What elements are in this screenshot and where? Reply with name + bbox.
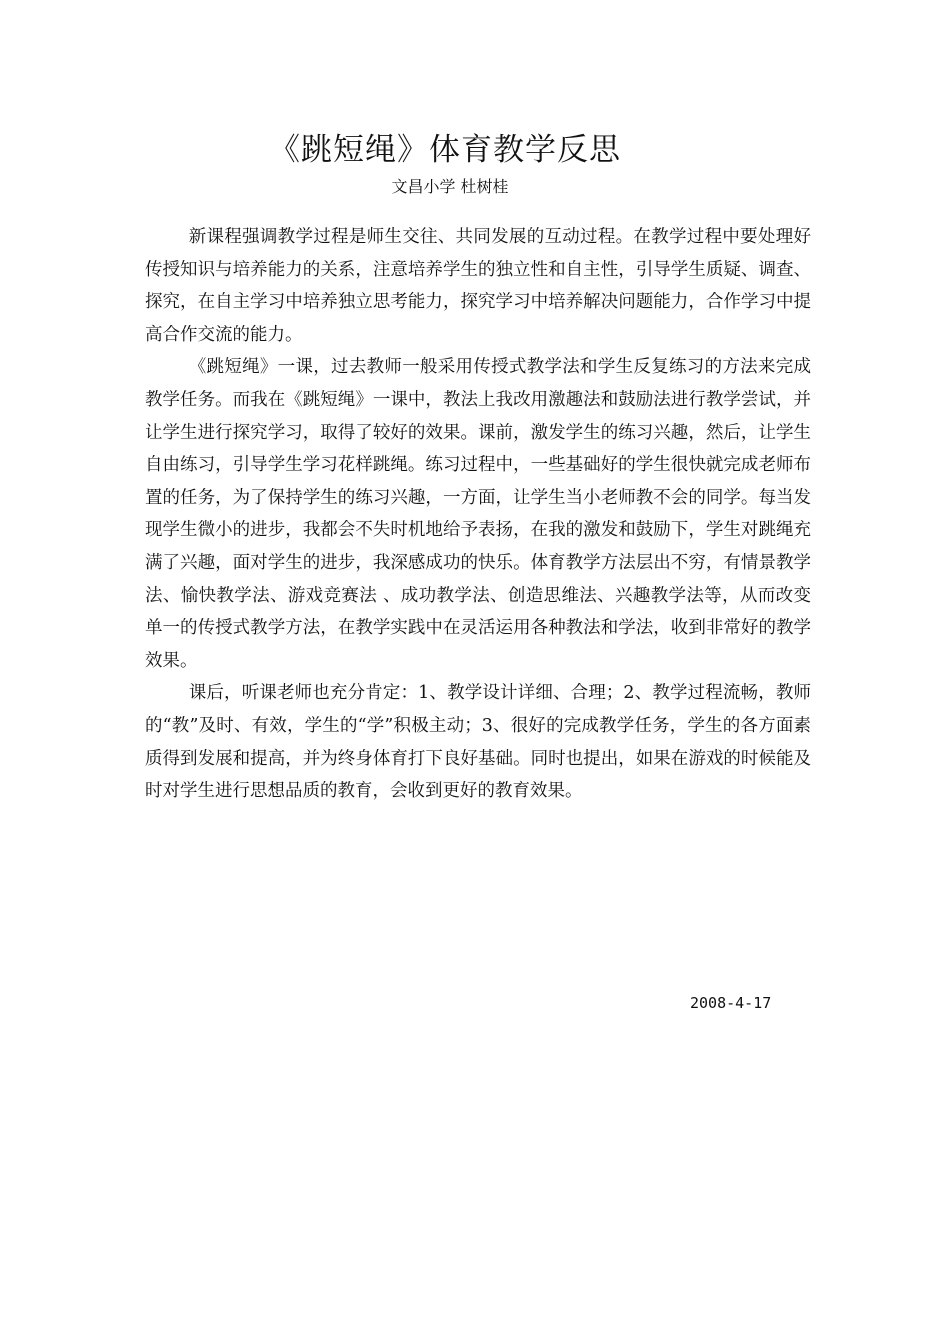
paragraph-3: 课后，听课老师也充分肯定：1、教学设计详细、合理；2、教学过程流畅，教师的“教”及时、有效，学生的“学”积极主动；3、很好的完成教学任务，学生的各方面素质得到发展和提高，并为终身体育打下良好基础。同时也提出，如果在游戏的时候能及时对学生进行思想品质的教育，会收到更好的教育效果。 bbox=[145, 683, 811, 802]
document-author: 文昌小学 杜树桂 bbox=[391, 177, 509, 196]
document-date: 2008-4-17 bbox=[690, 994, 772, 1012]
paragraph-2: 《跳短绳》一课，过去教师一般采用传授式教学法和学生反复练习的方法来完成教学任务。而我在《跳短绳》一课中，教法上我改用激趣法和鼓励法进行教学尝试，并让学生进行探究学习，取得了较好的效果。课前，激发学生的练习兴趣，然后，让学生自由练习，引导学生学习花样跳绳。练习过程中，一些基础好的学生很快就完成老师布置的任务，为了保持学生的练习兴趣，一方面，让学生当小老师教不会的同学。每当发现学生微小的进步，我都会不失时机地给予表扬，在我的激发和鼓励下，学生对跳绳充满了兴趣，面对学生的进步，我深感成功的快乐。体育教学方法层出不穷，有情景教学法、愉快教学法、游戏竞赛法 、成功教学法、创造思维法、兴趣教学法等，从而改变单一的传授式教学方法，在教学实践中在灵活运用各种教法和学法，收到非常好的教学效果。 bbox=[145, 357, 811, 671]
document-body bbox=[145, 221, 811, 808]
paragraph-1: 新课程强调教学过程是师生交往、共同发展的互动过程。在教学过程中要处理好传授知识与培养能力的关系，注意培养学生的独立性和自主性，引导学生质疑、调查、探究，在自主学习中培养独立思考能力，探究学习中培养解决问题能力，合作学习中提高合作交流的能力。 bbox=[145, 227, 811, 345]
document-title: 《跳短绳》体育教学反思 bbox=[269, 132, 621, 168]
